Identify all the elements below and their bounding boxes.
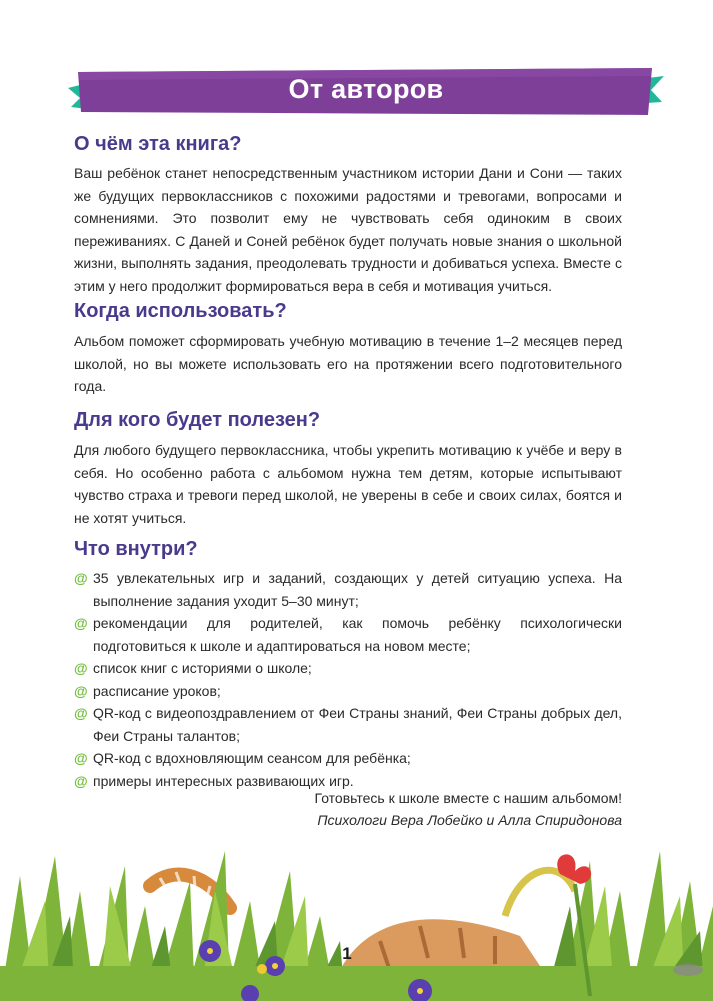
at-bullet-icon: @ <box>74 570 88 586</box>
section-heading-about: О чём эта книга? <box>74 133 242 155</box>
section-heading-contents: Что внутри? <box>74 538 198 560</box>
grass-illustration <box>0 846 713 1001</box>
list-item: @ 35 увлекательных игр и заданий, создающих у детей ситуацию успеха. На выполнение задания уходит 5–30 минут; <box>74 567 622 612</box>
at-bullet-icon: @ <box>74 750 88 766</box>
at-bullet-icon: @ <box>74 615 88 631</box>
page-number: 1 <box>342 944 352 963</box>
section-text-for-whom: Для любого будущего первоклассника, чтобы укрепить мотивацию к учёбе и веру в себя. Но особенно работа с альбомом нужна тем детям, которые испытывают чувство страха и тревоги перед школой, не уверены в себе и своих силах, боятся и не хотят учиться. <box>74 442 622 526</box>
list-item: @ рекомендации для родителей, как помочь ребёнку психологически подготовиться к школе и адаптироваться на новом месте; <box>74 612 622 657</box>
page-title: От авторов <box>288 74 444 104</box>
list-item: @ список книг с историями о школе; <box>74 657 622 680</box>
list-item: @ расписание уроков; <box>74 680 622 703</box>
list-item: @ QR-код с видеопоздравлением от Феи Страны знаний, Феи Страны добрых дел, Феи Страны талантов; <box>74 702 622 747</box>
signature-line-2: Психологи Вера Лобейко и Алла Спиридонова <box>317 812 622 828</box>
list-item: @ примеры интересных развивающих игр. <box>74 770 622 793</box>
signature-line-1: Готовьтесь к школе вместе с нашим альбомом! <box>314 790 622 806</box>
section-text-about: Ваш ребёнок станет непосредственным участником истории Дани и Сони — таких же будущих первоклассников с похожими радостями и тревогами, вопросами и сомнениями. Это позволит ему не чувствовать себя одиноким в своих переживаниях. С Даней и Соней ребёнок будет получать новые знания о школьной жизни, выполнять задания, преодолевать трудности и добиваться успеха. Вместе с этим у него продолжит формироваться вера в себя и мотивация учиться. <box>74 165 622 294</box>
title-banner <box>66 66 666 118</box>
at-bullet-icon: @ <box>74 682 88 699</box>
list-item: @ QR-код с вдохновляющим сеансом для ребёнка; <box>74 747 622 770</box>
contents-list <box>74 567 622 792</box>
author-signature <box>102 787 622 831</box>
section-text-when: Альбом поможет сформировать учебную мотивацию в течение 1–2 месяцев перед школой, но вы можете использовать его на протяжении всего подготовительного года. <box>74 333 622 394</box>
at-bullet-icon: @ <box>74 705 88 721</box>
at-bullet-icon: @ <box>74 660 88 676</box>
section-heading-when: Когда использовать? <box>74 300 287 322</box>
at-bullet-icon: @ <box>74 772 88 789</box>
section-heading-for-whom: Для кого будет полезен? <box>74 409 321 431</box>
